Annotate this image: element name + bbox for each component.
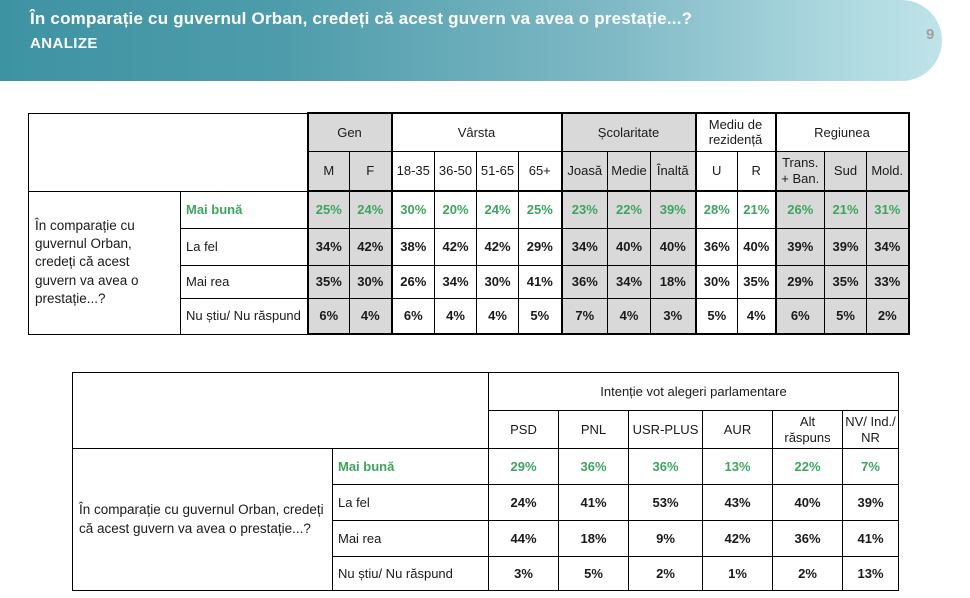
column-header: Joasă	[562, 151, 608, 191]
row-label: Nu știu/ Nu răspund	[333, 557, 489, 591]
value-cell: 39%	[776, 228, 825, 265]
value-cell: 6%	[776, 298, 825, 334]
value-cell: 42%	[477, 228, 519, 265]
group-header: Regiunea	[776, 113, 909, 151]
value-cell: 40%	[773, 485, 843, 521]
column-header: F	[350, 151, 392, 191]
column-header: PSD	[489, 411, 559, 449]
value-cell: 4%	[435, 298, 477, 334]
value-cell: 3%	[489, 557, 559, 591]
value-cell: 38%	[392, 228, 435, 265]
column-header: 36-50	[435, 151, 477, 191]
column-header: M	[308, 151, 350, 191]
column-header: Mold.	[867, 151, 909, 191]
value-cell: 4%	[477, 298, 519, 334]
value-cell: 25%	[308, 191, 350, 228]
value-cell: 18%	[651, 265, 696, 298]
row-label: Mai rea	[181, 265, 308, 298]
group-header: Intenție vot alegeri parlamentare	[489, 373, 899, 411]
slide-title: În comparație cu guvernul Orban, credeți că acest guvern va avea o prestație...?	[30, 9, 693, 28]
value-cell: 22%	[773, 449, 843, 485]
value-cell: 36%	[696, 228, 738, 265]
value-cell: 34%	[562, 228, 608, 265]
value-cell: 26%	[776, 191, 825, 228]
value-cell: 7%	[562, 298, 608, 334]
group-header: Vârsta	[392, 113, 562, 151]
column-header: 51-65	[477, 151, 519, 191]
value-cell: 41%	[559, 485, 629, 521]
row-label: Mai bună	[181, 191, 308, 228]
row-label: Nu știu/ Nu răspund	[181, 298, 308, 334]
value-cell: 36%	[773, 521, 843, 557]
column-header: Trans. + Ban.	[776, 151, 825, 191]
value-cell: 34%	[308, 228, 350, 265]
value-cell: 13%	[843, 557, 899, 591]
value-cell: 5%	[696, 298, 738, 334]
value-cell: 26%	[392, 265, 435, 298]
value-cell: 42%	[703, 521, 773, 557]
value-cell: 9%	[629, 521, 703, 557]
value-cell: 13%	[703, 449, 773, 485]
column-header: 65+	[519, 151, 562, 191]
value-cell: 30%	[392, 191, 435, 228]
value-cell: 2%	[867, 298, 909, 334]
value-cell: 40%	[651, 228, 696, 265]
value-cell: 36%	[629, 449, 703, 485]
value-cell: 1%	[703, 557, 773, 591]
column-header: Medie	[608, 151, 651, 191]
vote-intention-crosstab-table	[72, 372, 899, 591]
column-header: USR-PLUS	[629, 411, 703, 449]
value-cell: 6%	[392, 298, 435, 334]
page-number: 9	[926, 26, 935, 43]
value-cell: 5%	[825, 298, 867, 334]
table-corner-cell	[73, 373, 489, 449]
column-header: 18-35	[392, 151, 435, 191]
value-cell: 33%	[867, 265, 909, 298]
value-cell: 4%	[350, 298, 392, 334]
value-cell: 44%	[489, 521, 559, 557]
table-corner-cell	[29, 113, 308, 191]
value-cell: 41%	[843, 521, 899, 557]
slide-subtitle: ANALIZE	[30, 35, 98, 52]
demographics-crosstab-table	[28, 112, 910, 335]
row-label: Mai bună	[333, 449, 489, 485]
group-header: Mediu de rezidență	[696, 113, 776, 151]
value-cell: 36%	[559, 449, 629, 485]
value-cell: 40%	[738, 228, 776, 265]
value-cell: 29%	[776, 265, 825, 298]
value-cell: 4%	[608, 298, 651, 334]
value-cell: 22%	[608, 191, 651, 228]
value-cell: 39%	[825, 228, 867, 265]
row-label: La fel	[181, 228, 308, 265]
value-cell: 30%	[477, 265, 519, 298]
row-label: La fel	[333, 485, 489, 521]
column-header: AUR	[703, 411, 773, 449]
column-header: NV/ Ind./ NR	[843, 411, 899, 449]
column-header: Sud	[825, 151, 867, 191]
column-header: PNL	[559, 411, 629, 449]
value-cell: 2%	[629, 557, 703, 591]
question-cell: În comparație cu guvernul Orban, credeți că acest guvern va avea o prestație...?	[29, 191, 181, 334]
value-cell: 39%	[843, 485, 899, 521]
value-cell: 34%	[435, 265, 477, 298]
value-cell: 30%	[350, 265, 392, 298]
value-cell: 4%	[738, 298, 776, 334]
value-cell: 41%	[519, 265, 562, 298]
value-cell: 5%	[519, 298, 562, 334]
value-cell: 40%	[608, 228, 651, 265]
row-label: Mai rea	[333, 521, 489, 557]
column-header: U	[696, 151, 738, 191]
value-cell: 23%	[562, 191, 608, 228]
column-header: Alt răspuns	[773, 411, 843, 449]
value-cell: 3%	[651, 298, 696, 334]
value-cell: 7%	[843, 449, 899, 485]
question-cell: În comparație cu guvernul Orban, credeți că acest guvern va avea o prestație...?	[73, 449, 333, 591]
value-cell: 21%	[738, 191, 776, 228]
column-header: Înaltă	[651, 151, 696, 191]
value-cell: 24%	[489, 485, 559, 521]
value-cell: 39%	[651, 191, 696, 228]
value-cell: 24%	[477, 191, 519, 228]
value-cell: 24%	[350, 191, 392, 228]
value-cell: 35%	[738, 265, 776, 298]
value-cell: 31%	[867, 191, 909, 228]
value-cell: 2%	[773, 557, 843, 591]
value-cell: 53%	[629, 485, 703, 521]
value-cell: 43%	[703, 485, 773, 521]
value-cell: 42%	[350, 228, 392, 265]
value-cell: 21%	[825, 191, 867, 228]
value-cell: 34%	[867, 228, 909, 265]
value-cell: 5%	[559, 557, 629, 591]
group-header: Școlaritate	[562, 113, 696, 151]
value-cell: 25%	[519, 191, 562, 228]
value-cell: 18%	[559, 521, 629, 557]
value-cell: 29%	[489, 449, 559, 485]
value-cell: 30%	[696, 265, 738, 298]
value-cell: 36%	[562, 265, 608, 298]
value-cell: 28%	[696, 191, 738, 228]
value-cell: 20%	[435, 191, 477, 228]
header-banner	[0, 0, 942, 81]
value-cell: 35%	[825, 265, 867, 298]
value-cell: 42%	[435, 228, 477, 265]
value-cell: 6%	[308, 298, 350, 334]
group-header: Gen	[308, 113, 392, 151]
value-cell: 34%	[608, 265, 651, 298]
column-header: R	[738, 151, 776, 191]
value-cell: 35%	[308, 265, 350, 298]
value-cell: 29%	[519, 228, 562, 265]
